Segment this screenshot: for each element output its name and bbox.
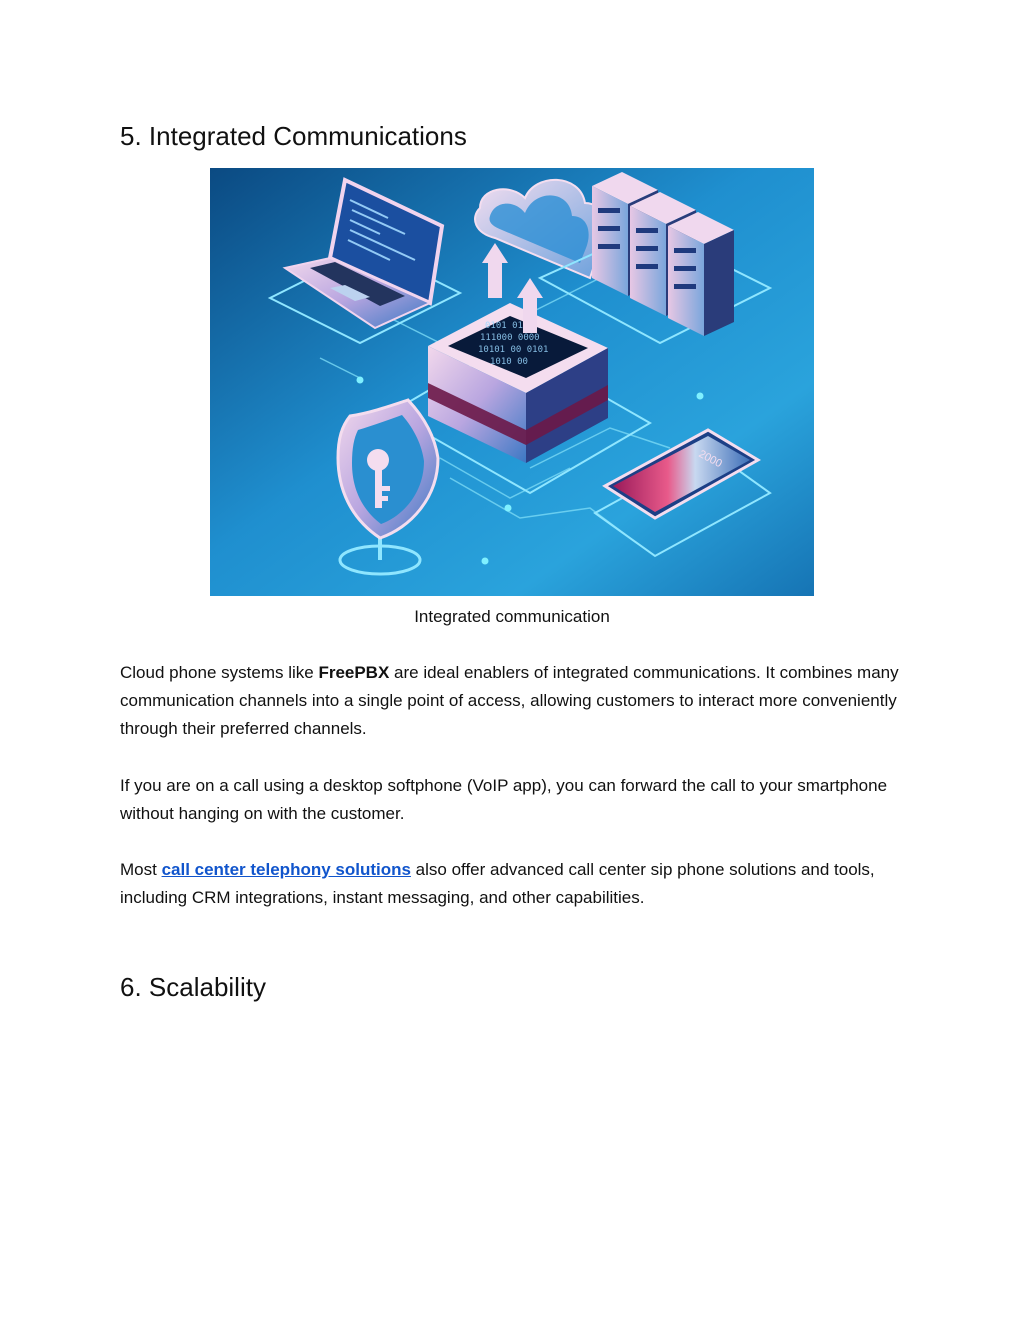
- paragraph-text: are ideal enablers of integrated communications. It combines many communication channels into a single point of access, allowing customers to interact more conveniently through their preferred channels.: [120, 663, 899, 738]
- integrated-communication-illustration: [210, 168, 814, 596]
- svg-text:0101 01: 0101 01: [485, 321, 523, 331]
- paragraph-softphone-forward: If you are on a call using a desktop softphone (VoIP app), you can forward the call to your smartphone without hanging on with the customer.: [120, 776, 888, 823]
- svg-text:10101 00 0101: 10101 00 0101: [478, 345, 549, 355]
- figure-caption: Integrated communication: [414, 607, 610, 626]
- paragraph-cloud-phone-systems: [120, 659, 920, 743]
- paragraph-text: Cloud phone systems like: [120, 663, 319, 682]
- section-heading-integrated-communications: 5. Integrated Communications: [120, 121, 467, 151]
- freepbx-bold-text: FreePBX: [318, 663, 390, 682]
- paragraph-call-center-solutions: [120, 856, 920, 912]
- svg-text:1010 00: 1010 00: [490, 357, 528, 367]
- paragraph-text: also offer advanced call center sip phone solutions and tools, including CRM integrations, instant messaging, and other capabilities.: [120, 860, 875, 907]
- paragraph-text: Most: [120, 860, 162, 879]
- phone-screen-text: 2000: [696, 448, 724, 471]
- section-heading-scalability: 6. Scalability: [120, 972, 266, 1002]
- call-center-telephony-link[interactable]: call center telephony solutions: [161, 860, 411, 879]
- svg-text:111000 0000: 111000 0000: [480, 333, 540, 343]
